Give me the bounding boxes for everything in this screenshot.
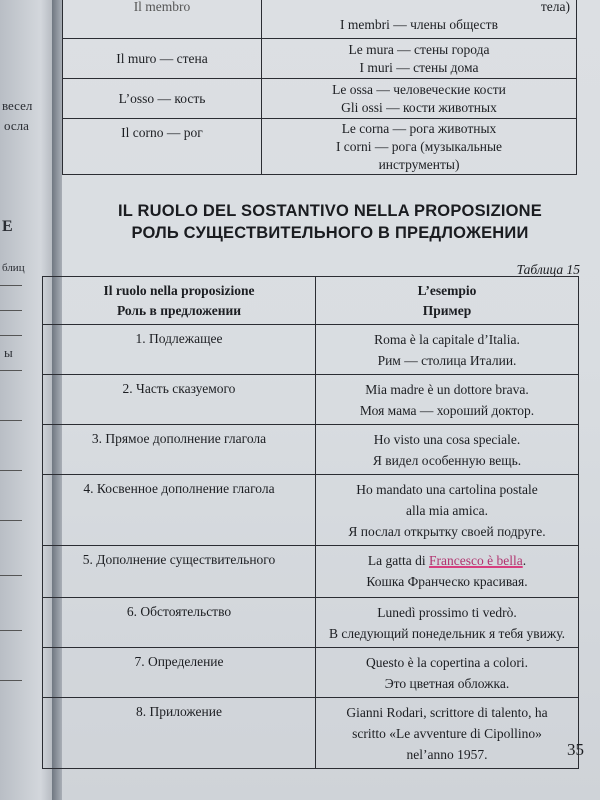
section-heading-italian: IL RUOLO DEL SOSTANTIVO NELLA PROPOSIZIONE xyxy=(118,202,542,220)
example-cell: Ho visto una cosa speciale. Я видел особенную вещь. xyxy=(316,425,579,475)
role-cell: 7. Определение xyxy=(43,648,316,698)
highlighted-text: Francesco è bella xyxy=(429,553,523,568)
left-page-fragment: Е xyxy=(2,218,13,235)
plural-form: Le corna — рога животных xyxy=(341,120,497,136)
table-row xyxy=(43,648,579,698)
singular-noun: Il membro xyxy=(133,0,191,14)
section-heading-russian: РОЛЬ СУЩЕСТВИТЕЛЬНОГО В ПРЕДЛОЖЕНИИ xyxy=(131,224,529,242)
singular-noun: L’osso — кость xyxy=(118,90,206,106)
singular-noun: Il corno — рог xyxy=(121,125,203,140)
role-cell: 5. Дополнение существительного xyxy=(43,546,316,598)
example-cell: La gatta di Francesco è bella. Кошка Франческо красивая. xyxy=(316,546,579,598)
singular-noun: Il muro — стена xyxy=(116,50,208,66)
plural-form: тела) xyxy=(540,0,570,14)
role-cell: 6. Обстоятельство xyxy=(43,598,316,648)
example-cell: Roma è la capitale d’Italia. Рим — столица Италии. xyxy=(316,325,579,375)
plural-form: Le mura — стены города xyxy=(348,41,490,57)
plural-form: I muri — стены дома xyxy=(359,59,479,75)
table-row xyxy=(63,0,577,39)
table-row xyxy=(43,375,579,425)
table-label: Таблица 15 xyxy=(516,262,580,277)
noun-role-table xyxy=(42,276,579,769)
section-heading xyxy=(80,200,580,244)
left-page-fragment: блиц xyxy=(2,262,25,274)
plural-form: Le ossa — человеческие кости xyxy=(332,81,506,97)
plural-nouns-table xyxy=(62,0,577,175)
role-cell: 3. Прямое дополнение глагола xyxy=(43,425,316,475)
example-cell: Ho mandato una cartolina postale alla mia amica. Я послал открытку своей подруге. xyxy=(316,475,579,546)
role-cell: 8. Приложение xyxy=(43,698,316,769)
example-cell: Questo è la copertina a colori. Это цветная обложка. xyxy=(316,648,579,698)
table-header-row xyxy=(43,277,579,325)
role-cell: 2. Часть сказуемого xyxy=(43,375,316,425)
left-page-fragment: осла xyxy=(4,118,29,133)
table-row xyxy=(63,79,577,119)
table-row xyxy=(43,325,579,375)
table-row xyxy=(43,475,579,546)
example-cell: Gianni Rodari, scrittore di talento, ha scritto «Le avventure di Cipollino» nel’anno 1957. xyxy=(316,698,579,769)
table-row xyxy=(43,425,579,475)
page-number: 35 xyxy=(567,740,584,759)
left-page-fragment: весел xyxy=(2,98,33,113)
column-header-example: L’esempio Пример xyxy=(316,277,579,325)
plural-form: I corni — рога (музыкальные xyxy=(335,138,503,154)
example-cell: Mia madre è un dottore brava. Моя мама — хороший доктор. xyxy=(316,375,579,425)
plural-form: I membri — члены обществ xyxy=(340,17,498,32)
left-page-fragment: ы xyxy=(4,345,13,360)
role-cell: 4. Косвенное дополнение глагола xyxy=(43,475,316,546)
plural-form: инструменты) xyxy=(378,156,460,172)
table-row xyxy=(63,39,577,79)
plural-form: Gli ossi — кости животных xyxy=(341,99,497,115)
table-row xyxy=(63,119,577,175)
table-row xyxy=(43,598,579,648)
table-row xyxy=(43,546,579,598)
role-cell: 1. Подлежащее xyxy=(43,325,316,375)
example-cell: Lunedì prossimo ti vedrò. В следующий понедельник я тебя увижу. xyxy=(316,598,579,648)
column-header-role: Il ruolo nella proposizione Роль в предложении xyxy=(43,277,316,325)
book-page xyxy=(62,0,600,800)
table-row xyxy=(43,698,579,769)
